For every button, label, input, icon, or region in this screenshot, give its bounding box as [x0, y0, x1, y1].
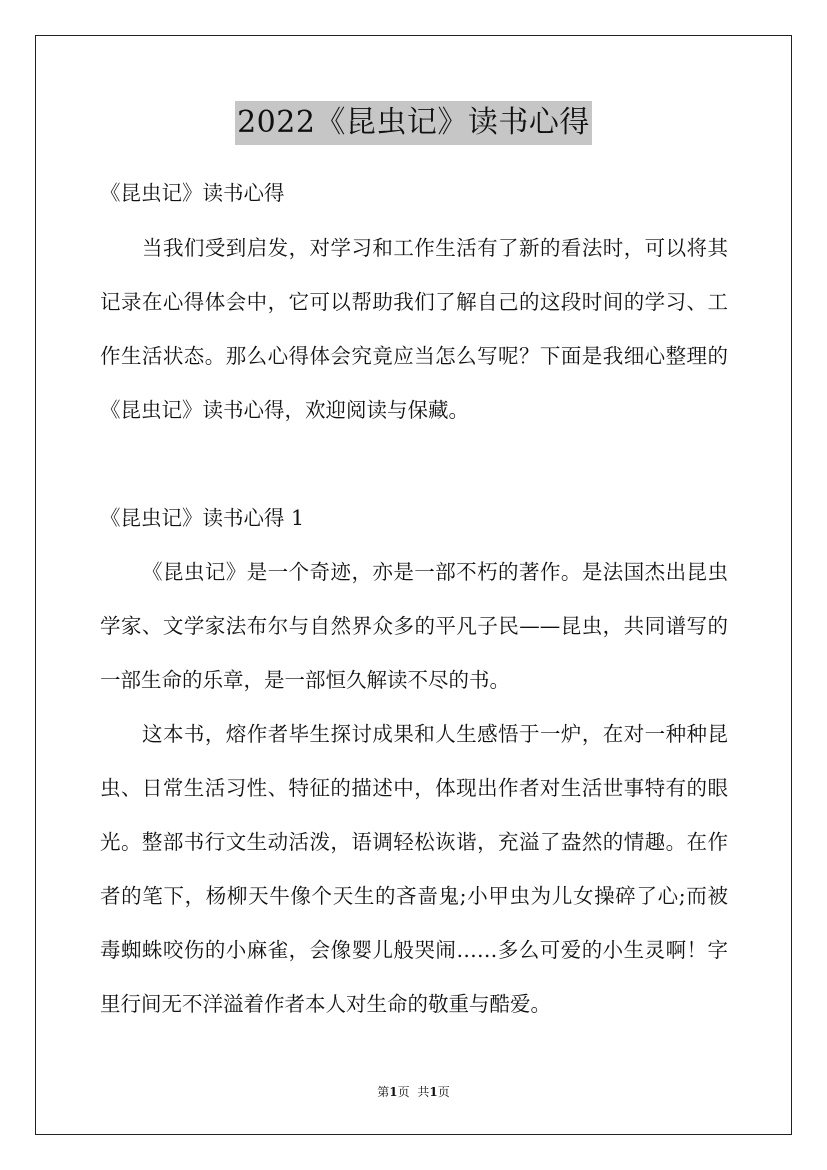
total-pages: 1	[429, 1085, 438, 1099]
paragraph-line: 一部生命的乐章，是一部恒久解读不尽的书。	[100, 668, 510, 692]
paragraph-line: 光。整部书行文生动活泼，语调轻松诙谐，充溢了盎然的情趣。在作	[100, 830, 728, 854]
page-footer	[0, 1084, 827, 1100]
intro-line: 记录在心得体会中，它可以帮助我们了解自己的这段时间的学习、工	[100, 290, 728, 314]
paragraph-line: 毒蜘蛛咬伤的小麻雀，会像婴儿般哭闹……多么可爱的小生灵啊！字	[100, 938, 728, 962]
intro-line: 《昆虫记》读书心得，欢迎阅读与保藏。	[100, 398, 469, 422]
paragraph-line: 《昆虫记》是一个奇迹，亦是一部不朽的著作。是法国杰出昆虫	[142, 560, 728, 584]
paragraph-line: 学家、文学家法布尔与自然界众多的平凡子民——昆虫，共同谱写的	[100, 614, 728, 638]
paragraph-line: 者的笔下，杨柳天牛像个天生的吝啬鬼;小甲虫为儿女操碎了心;而被	[100, 884, 728, 908]
title-container	[0, 101, 827, 145]
paragraph-line: 这本书，熔作者毕生探讨成果和人生感悟于一炉，在对一种种昆	[142, 722, 728, 746]
document-heading: 《昆虫记》读书心得	[100, 181, 285, 205]
intro-line: 当我们受到启发，对学习和工作生活有了新的看法时，可以将其	[142, 236, 728, 260]
page-prefix: 第	[377, 1085, 390, 1099]
total-prefix: 共	[417, 1085, 430, 1099]
paragraph-line: 里行间无不洋溢着作者本人对生命的敬重与酷爱。	[100, 992, 551, 1016]
intro-line: 作生活状态。那么心得体会究竟应当怎么写呢？下面是我细心整理的	[100, 344, 728, 368]
paragraph-line: 虫、日常生活习性、特征的描述中，体现出作者对生活世事特有的眼	[100, 776, 728, 800]
page-suffix: 页	[397, 1085, 410, 1099]
document-title: 2022《昆虫记》读书心得	[235, 101, 592, 145]
total-suffix: 页	[437, 1085, 450, 1099]
section-title: 《昆虫记》读书心得 1	[100, 506, 305, 530]
page-number: 1	[389, 1085, 398, 1099]
